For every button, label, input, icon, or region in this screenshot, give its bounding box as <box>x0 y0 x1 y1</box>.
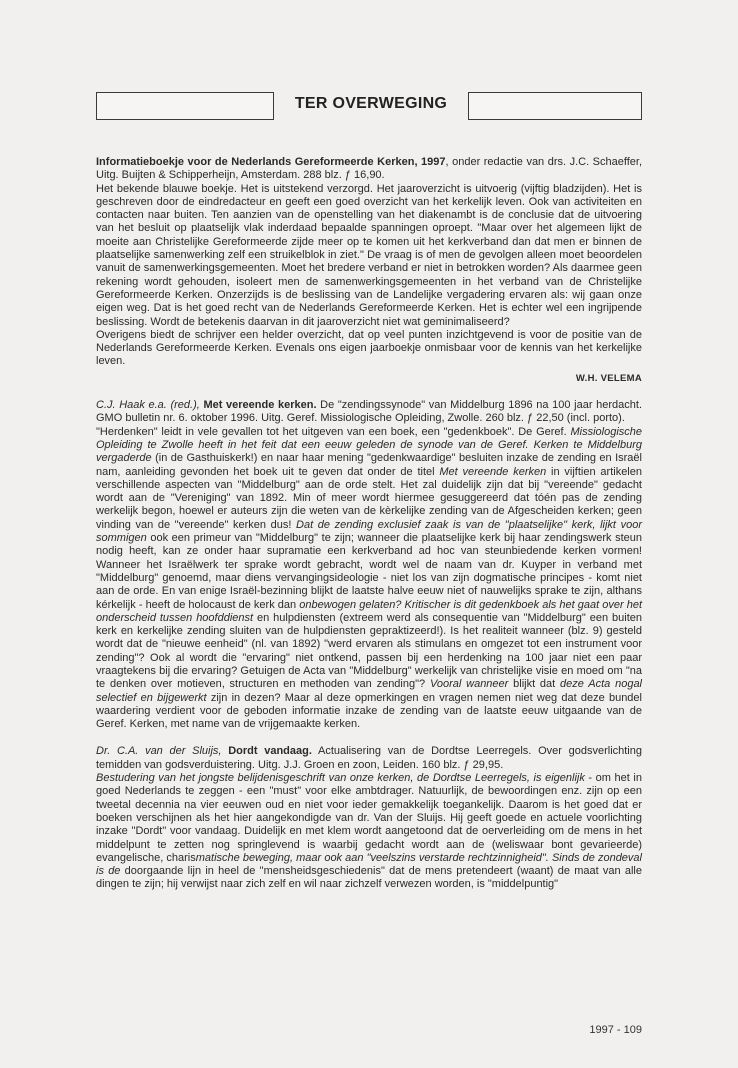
review-met-vereende-kerken <box>96 399 642 731</box>
review-signature: W.H. VELEMA <box>575 372 642 384</box>
text-run: in vijftien artikelen verschillende aspecten van "Middelburg" aan de orde stelt. Het zal duidelijk zijn dat bij "vereende" gedacht wordt aan de "Vereniging" van 1892. Min of meer wordt hiermee gesuggereerd dat tóén pas de zending werkelijk begon, hoewel er auteurs zijn die weten van de kèrkelijke zending van de Afgescheiden kerken; geen vinding van de "vereende" kerken dus! <box>96 465 642 531</box>
review-author: Dr. C.A. van der Sluijs, <box>96 745 222 758</box>
text-run: "Herdenken" leidt in vele gevallen tot het uitgeven van een boek, een "gedenkboek". De Geref. <box>96 425 571 438</box>
review-book-title: Informatieboekje voor de Nederlands Gereformeerde Kerken, 1997 <box>96 156 446 168</box>
text-run: Missiologische Opleiding te Zwolle heeft in het feit dat een eeuw geleden de synode van de Geref. Kerken te Middelburg vergaderde <box>96 425 642 465</box>
review-paragraph: Overigens biedt de schrijver een helder overzicht, dat op veel punten inzichtgevend is voor de positie van de Nederlands Gereformeerde Kerken. Evenals ons eigen jaarboekje onmisbaar voor de kennis van het kerkelijke leven. <box>96 328 642 368</box>
text-run: zijn in dezen? Maar al deze opmerkingen en vragen nemen niet weg dat deze bundel waardering verdient voor de geboden informatie inzake de zending van de laatste eeuw uitgaande van de Geref. Kerken, met name van de vrijgemaakte kerken. <box>96 691 642 731</box>
review-book-title: Dordt vandaag. <box>228 745 312 758</box>
review-paragraph <box>96 426 642 732</box>
text-run: Bestudering van het jongste belijdenisgeschrift van onze kerken, de Dordtse Leerregels, is eigenlijk <box>96 772 585 785</box>
text-run: Vooral wanneer <box>429 678 509 691</box>
text-run: Met vereende kerken <box>439 465 547 478</box>
header-decor-box-left <box>96 92 274 120</box>
review-book-meta: De "zendingssynode" van Middelburg 1896 na 100 jaar herdacht. GMO bulletin nr. 6. oktober 1996. Uitg. Geref. Missiologische Opleiding, Zwolle. 260 blz. ƒ 22,50 (incl. porto). <box>96 399 642 425</box>
text-run: blijkt dat <box>508 678 561 691</box>
review-informatieboekje <box>96 156 642 385</box>
review-heading <box>96 156 642 183</box>
review-paragraph <box>96 772 642 892</box>
review-book-meta: , onder redactie van drs. J.C. Schaeffer, Uitg. Buijten & Schipperheijn, Amsterdam. 288 blz. ƒ 16,90. <box>96 156 643 182</box>
review-book-meta: Actualisering van de Dordtse Leerregels. Over godsverlichting temidden van godsverduistering. Uitg. J.J. Groen en zoon, Leiden. 160 blz. ƒ 29,95. <box>96 745 642 771</box>
section-title: TER OVERWEGING <box>294 95 448 112</box>
page-number: 1997 - 109 <box>589 1024 642 1036</box>
review-author: C.J. Haak e.a. (red.), <box>96 399 200 412</box>
text-run: ook een primeur van "Middelburg" te zijn; wanneer die plaatselijke kerk bij haar zendingswerk steun nodig heeft, kan ze onder haar supramatie een kerkverband ad hoc van steunbiedende kerken vormen! Wanneer het Israëlwerk ter sprake wordt gebracht, wordt wel de naam van dr. Kuyper in verband met "Middelburg" genoemd, maar diens vervangingsideologie - niet los van zijn dogmatische principes - komt niet aan de orde. En van enige Israël-bezinning blijkt de laatste halve eeuw niet of nauwelijks sprake te zijn, althans kérkelijk - heeft de holocaust de kerk dan <box>96 532 642 611</box>
review-heading <box>96 745 642 772</box>
text-run: (in de Gasthuiskerk!) en naar haar mening "gedenkwaardige" besluiten inzake de zending en Israël nam, aanleiding gevonden het boek uit te geven dat onder de titel <box>96 452 642 478</box>
review-book-title: Met vereende kerken. <box>203 399 317 412</box>
text-run: Dat de zending exclusief zaak is van de "plaatselijke" kerk, lijkt voor sommigen <box>96 518 643 545</box>
text-run: doorgaande lijn in heel de "mensheidsgeschiedenis" dat de mens pretendeert (waant) de maat van alle dingen te zijn; hij verwijst naar zich zelf en wil naar zichzelf verwezen worden, is "middelpuntig" <box>96 865 642 891</box>
reviews-column <box>96 156 642 906</box>
section-header <box>96 92 642 122</box>
text-run: onbewogen gelaten? Kritischer is dit gedenkboek als het gaat over het onderscheid tussen hoofddienst <box>96 598 642 624</box>
text-run: deze Acta nogal selectief en bijgewerkt <box>96 678 643 704</box>
text-run: en hulpdiensten (extreem werd als consequentie van "Middelburg" een buiten kerk en kerkelijke zending sluiten van de hulpdiensten gepraktizeerd!). Is het realiteit wanneer (blz. 9) gesteld wordt dat de "nieuwe eenheid" (nl. van 1892) "werd ervaren als stimulans en omgezet tot een instrument voor zending"? Ook al wordt die "ervaring" niet ontkend, passen bij een herdenking na 100 jaar niet een paar vraagtekens bij die ervaring? Getuigen de Acta van "Middelburg" werkelijk van christelijke visie en moed om "na te denken over motieven, structuren en methoden van zending"? <box>96 611 642 691</box>
header-decor-box-right <box>468 92 642 120</box>
text-run: matische beweging, maar ook aan "veelszins verstarde rechtzinnigheid". Sinds de zondeval is de <box>96 851 642 878</box>
review-heading <box>96 399 642 426</box>
review-paragraph: Het bekende blauwe boekje. Het is uitstekend verzorgd. Het jaaroverzicht is uitvoerig (vijftig bladzijden). Het is geschreven door de eindredacteur en geeft een goed overzicht van het kerkelijk leven. Ook van activiteiten en contacten naar buiten. Ten aanzien van de openstelling van het diakenambt is de conclusie dat de uitvoering van het besluit op plaatselijk vlak inderdaad bepaalde spanningen oproept. "Maar over het algemeen lijkt de moeite aan Christelijke Gereformeerde zijde meer op te komen uit het kerkverband dan dat men er binnen de plaatselijke samenwerking zelf een struikelblok in ziet." De vraag is of men de gevolgen alleen moet beoordelen vanuit de samenwerkingsgemeenten. Moet het bredere verband er niet in betrokken worden? Als daarmee geen rekening wordt gehouden, isoleert men de samenwerkingsgemeenten in het verband van de Christelijke Gereformeerde Kerken. Onzerzijds is de beslissing van de Landelijke vergadering ervaren als: wij gaan onze eigen weg. Dat is het goed recht van de Nederlands Gereformeerde Kerken. Het is echter wel een ingrijpende beslissing. Wordt de betekenis daarvan in dit jaaroverzicht niet wat geminimaliseerd? <box>96 182 642 328</box>
text-run: - om het in goed Nederlands te zeggen - een "must" voor elke ambtdrager. Natuurlijk, de bewoordingen enz. zijn op een tweetal decennia na vier eeuwen oud en niet voor ieder gemakkelijk toegankelijk. Daarom is het goed dat er boeken verschijnen als het hier aangekondigde van dr. Van der Sluijs. Hij geeft goede en actuele voorlichting inzake "Dordt" voor vandaag. Duidelijk en met klem wordt aangetoond dat de oerverleiding om de mens in het middelpunt te zetten nog springlevend is waarbij gedacht wordt aan de (weliswaar bont gevarieerde) evangelische, charis <box>96 772 642 864</box>
review-dordt-vandaag <box>96 745 642 891</box>
